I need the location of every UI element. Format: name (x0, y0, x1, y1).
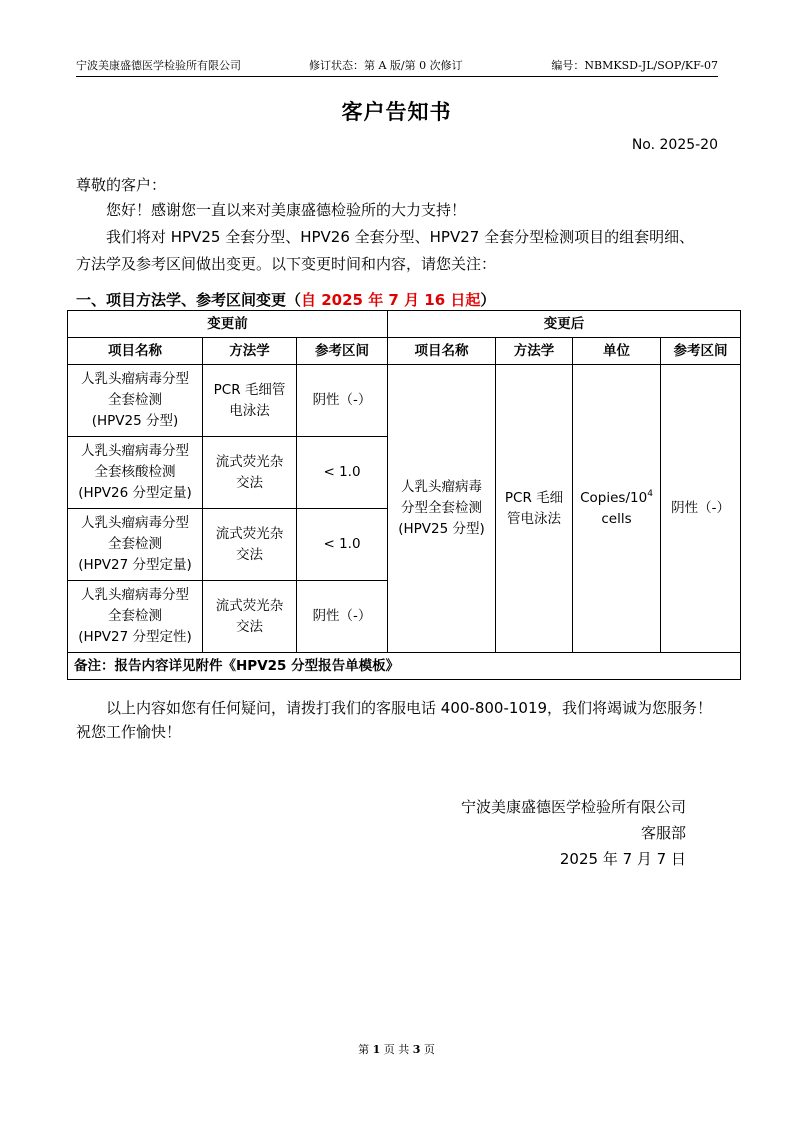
before-method-cell: PCR 毛细管 电泳法 (203, 365, 297, 437)
greeting: 尊敬的客户： (76, 176, 167, 194)
after-name-cell: 人乳头瘤病毒 分型全套检测 (HPV25 分型) (388, 365, 496, 653)
before-method-cell: 流式荧光杂 交法 (203, 509, 297, 581)
table-row (68, 365, 741, 437)
before-method-cell: 流式荧光杂 交法 (203, 581, 297, 653)
signature-company: 宁波美康盛德医学检验所有限公司 (460, 798, 686, 816)
before-method-cell: 流式荧光杂 交法 (203, 437, 297, 509)
before-col-name: 项目名称 (68, 338, 203, 365)
section-heading (76, 289, 495, 310)
section-suffix: ） (480, 291, 496, 309)
change-table (67, 310, 741, 680)
after-col-unit: 单位 (573, 338, 661, 365)
after-col-ref: 参考区间 (661, 338, 741, 365)
section-prefix: 一、项目方法学、参考区间变更（ (76, 291, 302, 309)
header-company: 宁波美康盛德医学检验所有限公司 (76, 59, 241, 72)
paragraph-change-line1: 我们将对 HPV25 全套分型、HPV26 全套分型、HPV27 全套分型检测项目的组套明细、 (106, 228, 695, 246)
after-col-method: 方法学 (496, 338, 573, 365)
before-name-cell: 人乳头瘤病毒分型 全套检测 (HPV25 分型) (68, 365, 203, 437)
before-name-cell: 人乳头瘤病毒分型 全套核酸检测 (HPV26 分型定量) (68, 437, 203, 509)
signature-date: 2025 年 7 月 7 日 (559, 850, 686, 868)
paragraph-change-line2: 方法学及参考区间做出变更。以下变更时间和内容，请您关注： (76, 255, 497, 273)
section-effective-date: 自 2025 年 7 月 16 日起 (301, 291, 481, 309)
before-ref-cell: < 1.0 (297, 509, 388, 581)
page-number: 1 (372, 1043, 381, 1056)
after-unit-cell: Copies/$10^4$ cells (573, 365, 661, 653)
before-group-header: 变更前 (68, 311, 388, 338)
paragraph-thanks: 您好！感谢您一直以来对美康盛德检验所的大力支持！ (106, 201, 467, 219)
before-name-cell: 人乳头瘤病毒分型 全套检测 (HPV27 分型定量) (68, 509, 203, 581)
after-ref-cell: 阴性（-） (661, 365, 741, 653)
header-divider (76, 76, 718, 77)
before-ref-cell: < 1.0 (297, 437, 388, 509)
page-total: 3 (412, 1043, 421, 1056)
before-ref-cell: 阴性（-） (297, 581, 388, 653)
header-revision: 修订状态：第 A 版/第 0 次修订 (309, 59, 463, 72)
before-col-ref: 参考区间 (297, 338, 388, 365)
document-number: No. 2025-20 (631, 137, 718, 153)
page-footer: 第 1 页 共 3 页 (358, 1043, 435, 1056)
document-title: 客户告知书 (341, 100, 452, 124)
signature-department: 客服部 (640, 824, 686, 842)
closing-contact: 以上内容如您有任何疑问，请拨打我们的客服电话 400-800-1019，我们将竭诚为您服务！ (106, 699, 713, 717)
after-col-name: 项目名称 (388, 338, 496, 365)
before-name-cell: 人乳头瘤病毒分型 全套检测 (HPV27 分型定性) (68, 581, 203, 653)
page-header (76, 57, 718, 77)
after-group-header: 变更后 (388, 311, 741, 338)
table-note: 备注：报告内容详见附件《HPV25 分型报告单模板》 (68, 653, 741, 680)
header-code: 编号：NBMKSD-JL/SOP/KF-07 (551, 59, 718, 72)
closing-wish: 祝您工作愉快！ (76, 723, 182, 741)
before-ref-cell: 阴性（-） (297, 365, 388, 437)
before-col-method: 方法学 (203, 338, 297, 365)
after-method-cell: PCR 毛细 管电泳法 (496, 365, 573, 653)
